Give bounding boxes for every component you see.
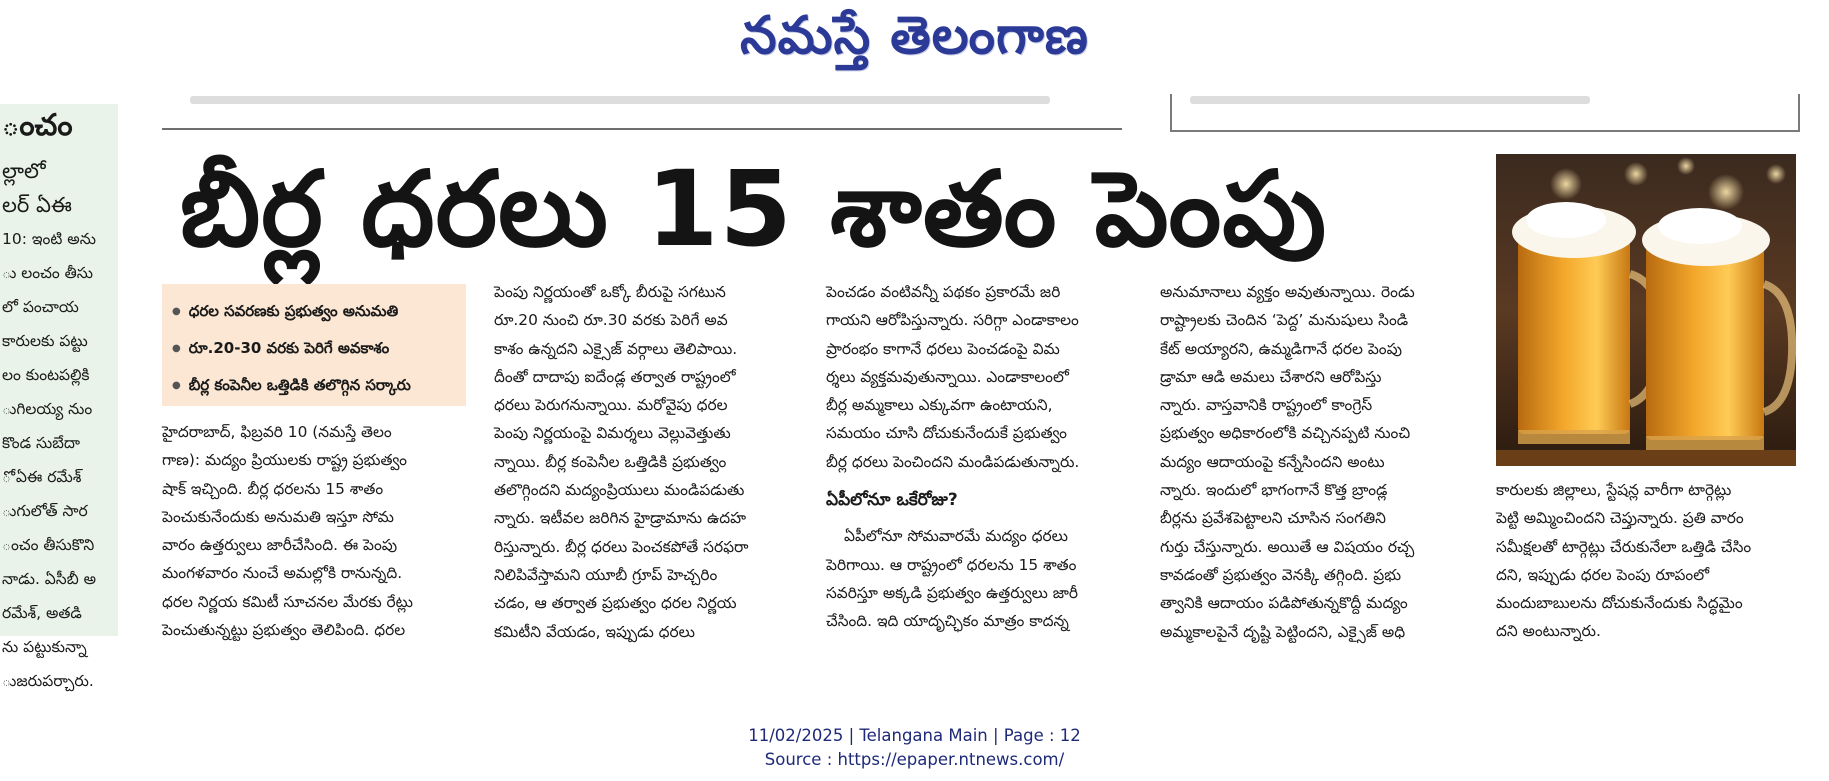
column-line: మంగళవారం నుంచే అమల్లోకి రానున్నది. (162, 564, 403, 583)
article-column-4 (1160, 278, 1466, 646)
column-line: పెట్టి అమ్మించిందని చెప్తున్నారు. ప్రతి వారం (1496, 509, 1744, 528)
left-article-line: ు లంచం తీసు (2, 264, 94, 282)
left-article-line: నాడు. ఏసీబీ అ (2, 570, 96, 588)
column-line: దని అంటున్నారు. (1496, 622, 1601, 641)
column-line: బీర్లను ప్రవేశపెట్టాలని చూసిన సంగతిని (1160, 509, 1386, 528)
article-column-1 (162, 418, 468, 644)
column-line: ప్రారంభం కాగానే ధరలు పెంచడంపై విమ (826, 339, 1060, 358)
left-article-line: ను పట్టుకున్నా (2, 638, 87, 656)
column-line: ధరలు పెరుగనున్నాయి. మరోవైపు ధరల (494, 396, 728, 415)
subheading: ఏపీలోనూ ఒకేరోజు? (826, 490, 958, 511)
column-line: పెరిగాయి. ఆ రాష్ట్రంలో ధరలను 15 శాతం (826, 555, 1077, 574)
column-line: చడం, ఆ తర్వాత ప్రభుత్వం ధరల నిర్ణయ (494, 594, 737, 613)
highlight-item: ● బీర్ల కంపెనీల ఒత్తిడికి తలొగ్గిన సర్కారు (172, 368, 462, 405)
column-line: డ్రామా ఆడి అమలు చేశారని ఆరోపిస్తు (1160, 367, 1382, 386)
column-line: ధరల నిర్ణయ కమిటీ సూచనల మేరకు రేట్లు (162, 592, 413, 611)
article-column-2 (494, 278, 800, 646)
column-line: మందుబాబులను దోచుకునేందుకు సిద్ధమైం (1496, 594, 1743, 613)
footer-page-info: 11/02/2025 | Telangana Main | Page : 12 (748, 726, 1081, 745)
masthead-logo: నమస్తే తెలంగాణ (740, 6, 1089, 66)
left-article-line: లం కుంటపల్లికి (2, 366, 90, 384)
previous-article-text (190, 96, 1050, 104)
column-line: రిస్తున్నారు. బీర్ల ధరలు పెంచకపోతే సరఫరా (494, 537, 749, 556)
column-line: సమీక్షలతో టార్గెట్లు చేరుకునేలా ఒత్తిడి చేసిం (1496, 537, 1752, 556)
left-article-title: ంచం (2, 108, 73, 143)
column-line: తలొగ్గిందని మద్యంప్రియులు మండిపడుతు (494, 481, 745, 500)
article-column-3 (826, 278, 1132, 636)
highlight-item: ● ధరల సవరణకు ప్రభుత్వం అనుమతి (172, 294, 462, 331)
column-line: గాణ): మద్యం ప్రియులకు రాష్ట్ర ప్రభుత్వం (162, 451, 407, 470)
column-line: న్నారు. వాస్తవానికి రాష్ట్రంలో కాంగ్రెస్ (1160, 396, 1373, 415)
column-line: రూ.20 నుంచి రూ.30 వరకు పెరిగే అవ (494, 311, 728, 330)
column-line: కాశం ఉన్నదని ఎక్సైజ్ వర్గాలు తెలిపాయి. (494, 339, 738, 358)
column-line: వారం ఉత్తర్వులు జారీచేసింది. ఈ పెంపు (162, 536, 398, 555)
left-article-line: ుగులోత్ సార (2, 502, 88, 520)
column-line: దని, ఇప్పుడు ధరల పెంపు రూపంలో (1496, 565, 1710, 584)
column-line: సవరిస్తూ అక్కడి ప్రభుత్వం ఉత్తర్వులు జారీ (826, 583, 1078, 602)
left-article-line: 10: ఇంటి అను (2, 230, 96, 248)
left-article-line: ుగిలయ్య నుం (2, 400, 93, 418)
column-line: నిలిపివేస్తామని యూబీ గ్రూప్ హెచ్చరిం (494, 565, 718, 584)
column-line: పెంచడం వంటివన్నీ పథకం ప్రకారమే జరి (826, 283, 1061, 301)
left-article-line: ో ఏఈ రమేశ్ (2, 468, 82, 486)
column-line: పెంచుకునేందుకు అనుమతి ఇస్తూ సోమ (162, 507, 394, 526)
column-line: ర్శలు వ్యక్తమవుతున్నాయి. ఎండాకాలంలో (826, 367, 1069, 386)
column-line: కమిటీని వేయడం, ఇప్పుడు ధరలు (494, 622, 695, 641)
left-article-line: ుజరుపర్చారు. (2, 672, 94, 690)
column-line: త్వానికి ఆదాయం పడిపోతున్నకొద్దీ మద్యం (1160, 594, 1408, 613)
adjacent-article-box (1170, 94, 1800, 132)
article-column-5 (1496, 476, 1798, 646)
footer-source-link[interactable]: Source : https://epaper.ntnews.com/ (764, 750, 1065, 769)
column-line: అనుమానాలు వ్యక్తం అవుతున్నాయి. రెండు (1160, 283, 1415, 301)
left-adjacent-article (0, 104, 118, 690)
column-line: పెంచుతున్నట్టు ప్రభుత్వం తెలిపింది. ధరల (162, 621, 406, 640)
column-line: చేసింది. ఇది యాదృచ్ఛికం మాత్రం కాదన్న (826, 612, 1069, 631)
column-line: న్నారు. ఇందులో భాగంగానే కొత్త బ్రాండ్ల (1160, 481, 1388, 500)
divider-rule (162, 128, 1122, 130)
beer-mugs-photo (1496, 154, 1796, 466)
left-article-line: ంచం తీసుకొని (2, 536, 95, 554)
column-line: న్నాయి. బీర్ల కంపెనీల ఒత్తిడికి ప్రభుత్వం (494, 452, 727, 471)
left-article-line: లర్ ఏఈ (2, 193, 72, 217)
highlights-box (162, 284, 466, 406)
left-article-line: ల్లాలో (2, 159, 46, 183)
article-headline: బీర్ల ధరలు 15 శాతం పెంపు (180, 148, 1328, 270)
column-line: ప్రభుత్వం అధికారంలోకి వచ్చినప్పటి నుంచి (1160, 424, 1411, 443)
left-article-line: కొండ సుబేదా (2, 434, 81, 452)
highlight-item: ● రూ.20-30 వరకు పెరిగే అవకాశం (172, 331, 462, 368)
column-line: కారులకు జిల్లాలు, స్టేషన్ల వారీగా టార్గెట్లు (1496, 481, 1732, 499)
column-line: సమయం చూసి దోచుకునేందుకే ప్రభుత్వం (826, 424, 1067, 443)
column-line: రాష్ట్రాలకు చెందిన ‘పెద్ద’ మనుషులు సిండి (1160, 311, 1409, 330)
column-line: మద్యం ఆదాయంపై కన్నేసిందని అంటు (1160, 452, 1385, 471)
beer-mugs-illustration (1496, 154, 1796, 466)
column-line: గాయని ఆరోపిస్తున్నారు. సరిగ్గా ఎండాకాలం (826, 311, 1079, 330)
column-line: అమ్మకాలపైనే దృష్టి పెట్టిందని, ఎక్సైజ్ అధి (1160, 622, 1406, 641)
column-line: న్నారు. ఇటీవల జరిగిన హైడ్రామాను ఉదహ (494, 509, 747, 528)
left-article-line: కారులకు పట్టు (2, 332, 88, 350)
column-line: హైదరాబాద్, ఫిబ్రవరి 10 (నమస్తే తెలం (162, 423, 392, 441)
column-line: పెంపు నిర్ణయంతో ఒక్కో బీరుపై సగటున (494, 283, 726, 301)
left-article-line: రమేశ్, అతడి (2, 604, 82, 622)
column-line: బీర్ల అమ్మకాలు ఎక్కువగా ఉంటాయని, (826, 396, 1053, 415)
column-line: పెంపు నిర్ణయంపై విమర్శలు వెల్లువెత్తుతు (494, 424, 731, 443)
column-line: కేట్ అయ్యారని, ఉమ్మడిగానే ధరల పెంపు (1160, 339, 1402, 358)
column-line: దీంతో దాదాపు ఐదేండ్ల తర్వాత రాష్ట్రంలో (494, 367, 736, 386)
column-line: కావడంతో ప్రభుత్వం వెనక్కి తగ్గింది. ప్రభు (1160, 565, 1402, 584)
column-line: బీర్ల ధరలు పెంచిందని మండిపడుతున్నారు. (826, 452, 1080, 471)
column-line: గుర్తు చేస్తున్నారు. అయితే ఆ విషయం రచ్చ (1160, 537, 1415, 556)
column-line: ఏపీలోనూ సోమవారమే మద్యం ధరలు (844, 527, 1068, 546)
column-line: షాక్ ఇచ్చింది. బీర్ల ధరలను 15 శాతం (162, 479, 384, 498)
left-article-line: లో పంచాయ (2, 298, 79, 316)
